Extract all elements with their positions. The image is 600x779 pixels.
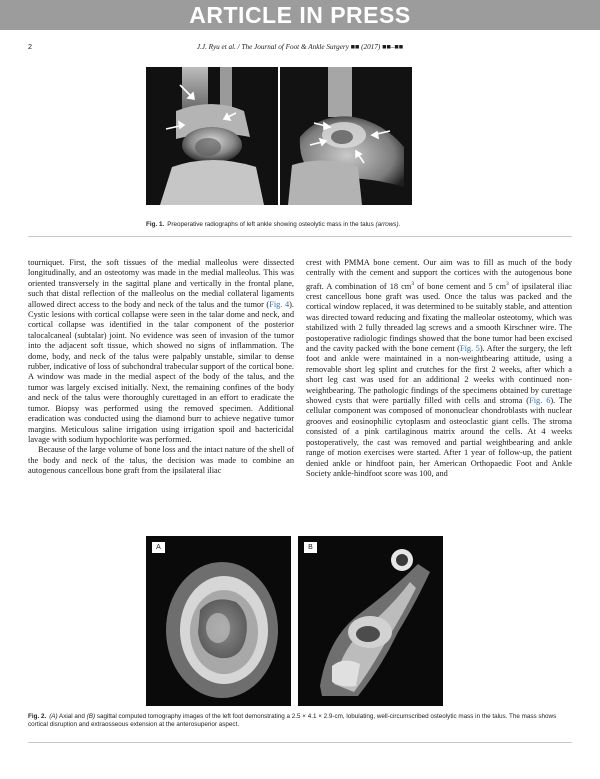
superscript: 3 — [411, 280, 415, 287]
fig6-reference-link[interactable]: Fig. 6 — [529, 396, 551, 406]
figure1-caption-text: Preoperative radiographs of left ankle showing osteolytic mass in the talus — [167, 221, 376, 228]
page-number: 2 — [28, 42, 32, 51]
text-span: crest with PMMA bone cement. Our aim was to fill as much of the body centrally with the cement and support the cortices with the autogenous bone graft. A combination of 18 cm — [306, 258, 572, 291]
journal-citation: J.J. Ryu et al. / The Journal of Foot & Ankle Surgery ■■ (2017) ■■–■■ — [196, 43, 404, 51]
left-paragraph-2: Because of the large volume of bone loss and the intact nature of the shell of the body and neck of the talus, the decision was made to combine an autogenous cancellous bone graft from the ipsilateral iliac — [28, 445, 294, 476]
panel-b-label: B — [304, 542, 317, 553]
caption-italic: (B) — [86, 713, 96, 720]
superscript: 3 — [505, 280, 509, 287]
running-header — [28, 41, 572, 53]
right-text-column — [306, 258, 572, 479]
text-span: of bone cement and 5 cm — [414, 281, 506, 291]
figure2-label: Fig. 2. — [28, 713, 47, 720]
figure2-panel-b-sagittal-ct — [298, 536, 443, 706]
right-paragraph-1 — [306, 258, 572, 479]
fig5-reference-link[interactable]: Fig. 5 — [459, 344, 480, 354]
figure2-divider — [28, 742, 572, 743]
text-span: of ipsilateral iliac crest cancellous bone graft was used. Once the talus was packed and the cortical window replaced, it was determined to be suitably stable, and attention was directed toward reducing and fixating the malleolar osteotomy, which was stabilized with 2 fully threaded lag screws and a smooth Kirschner wire. The postoperative radiologic findings showed that the bone tumor had been excised and the cavity packed with the bone cement ( — [306, 281, 572, 354]
figure1-caption-end: . — [398, 221, 401, 228]
figure1-divider — [28, 236, 572, 237]
figure2-caption — [28, 713, 572, 730]
text-span: ). The cellular component was composed of mononuclear chondroblasts with nuclear grooves and eosinophilic cytoplasm and osteoclastic giant cells. The stroma consisted of a pink cartilaginous matrix around the cells. At 4 weeks postoperatively, the cast was removed and partial weightbearing and ankle range of motion exercises were started. After 1 year of follow-up, the patient denied ankle or hindfoot pain, her American Orthopaedic Foot and Ankle Society ankle-hindfoot score was 100, and — [306, 396, 572, 478]
figure1-caption — [146, 221, 456, 229]
sagittal-ct-image — [298, 536, 443, 706]
lateral-radiograph-image — [280, 67, 412, 205]
figure1-caption-italic: (arrows) — [375, 221, 399, 228]
left-paragraph-1 — [28, 258, 294, 445]
article-in-press-banner: ARTICLE IN PRESS — [0, 0, 600, 30]
figure2-panel-a-axial-ct — [146, 536, 291, 706]
text-span: ). Cystic lesions with cortical collapse were seen in the talar dome and neck, and cortical collapse was identified in the talar component of the posterior talocalcaneal (subtalar) joint. No evidence was seen of invasion of the tumor into the adjacent soft tissue, which showed no signs of inflammation. The dome, body, and neck of the talus were palpably unstable, similar to dense rubber, indicative of loss of subchondral trabecular support of the cortical bone. A window was made in the medial aspect of the body of the talus, and the tumor was largely excised initially. Next, the remaining confines of the body and neck of the talus were thoroughly curettaged in an effort to eradicate the tumor. Biopsy was performed using the removed specimen. Additional eradication was conducted using the diamond burr to achieve negative tumor margins. Meticulous saline irrigation using irrigation spoil and bactericidal lavage with sodium hypochlorite was performed. — [28, 299, 294, 444]
text-span: ). After the surgery, the left foot and ankle were maintained in a non-weightbearing attitude, using a removable short leg splint and crutches for the first 2 weeks, after which a short leg cast was used for an additional 2 weeks with continued non-weightbearing. The pathologic findings of the specimens obtained by curettage showed cysts that were partially filled with cells and stroma ( — [306, 344, 572, 406]
fig4-reference-link[interactable]: Fig. 4 — [269, 299, 290, 309]
panel-a-label: A — [152, 542, 165, 553]
figure1-label: Fig. 1. — [146, 221, 165, 228]
left-text-column — [28, 258, 294, 477]
text-span: tourniquet. First, the soft tissues of the medial malleolus were dissected longitudinally, and an osteotomy was made in the medial malleolus. This was oriented transversely in the sagittal plane and vertically in the frontal plane, such that distal reflection of the malleolus on the medial collateral ligaments allowed direct access to the body and neck of the talus and the tumor ( — [28, 258, 294, 309]
ap-radiograph-image — [146, 67, 278, 205]
caption-text: Axial and — [57, 713, 87, 720]
caption-text: sagittal computed tomography images of the left foot demonstrating a 2.5 × 4.1 × 2.9-cm, lobulating, well-circumscribed osteolytic mass in the talus. The mass shows cortical disruption and extraosseous extension at the anterosuperior aspect. — [28, 713, 557, 729]
axial-ct-image — [146, 536, 291, 706]
caption-italic: (A) — [49, 713, 58, 720]
figure1-lateral-radiograph — [280, 67, 412, 205]
figure1-ap-radiograph — [146, 67, 278, 205]
